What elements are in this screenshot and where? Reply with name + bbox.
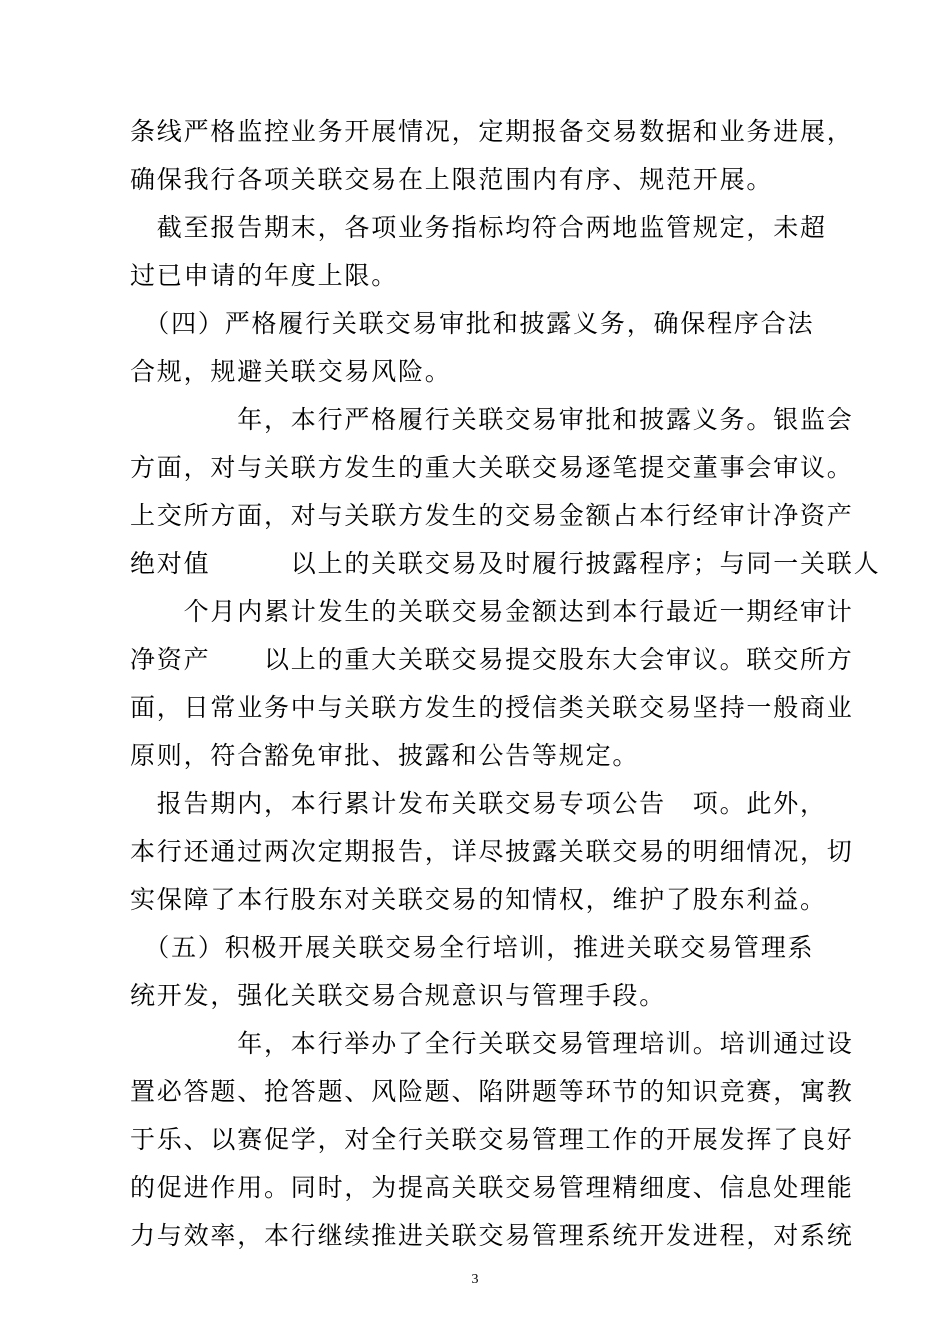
section-heading: 合规，规避关联交易风险。 [130,357,452,386]
section-heading: （五）积极开展关联交易全行培训，推进关联交易管理系 [130,933,815,962]
text-line: 本行还通过两次定期报告，详尽披露关联交易的明细情况，切 [130,837,854,866]
text-line: 于乐、以赛促学，对全行关联交易管理工作的开展发挥了良好 [130,1125,854,1154]
text-line: 原则，符合豁免审批、披露和公告等规定。 [130,741,640,770]
section-heading: （四）严格履行关联交易审批和披露义务，确保程序合法 [130,309,815,338]
text-line: 报告期内，本行累计发布关联交易专项公告 项。此外， [130,789,827,818]
text-line: 截至报告期末，各项业务指标均符合两地监管规定，未超 [130,213,827,242]
text-line: 置必答题、抢答题、风险题、陷阱题等环节的知识竞赛，寓教 [130,1077,854,1106]
text-line: 净资产 以上的重大关联交易提交股东大会审议。联交所方 [130,645,854,674]
text-line: 的促进作用。同时，为提高关联交易管理精细度、信息处理能 [130,1173,854,1202]
page-number: 3 [471,1272,479,1287]
section-heading: 统开发，强化关联交易合规意识与管理手段。 [130,981,667,1010]
text-line: 个月内累计发生的关联交易金额达到本行最近一期经审计 [130,597,854,626]
text-line: 力与效率，本行继续推进关联交易管理系统开发进程，对系统 [130,1221,854,1250]
text-line: 方面，对与关联方发生的重大关联交易逐笔提交董事会审议。 [130,453,854,482]
text-line: 面，日常业务中与关联方发生的授信类关联交易坚持一般商业 [130,693,854,722]
text-line: 过已申请的年度上限。 [130,261,399,290]
text-line: 上交所方面，对与关联方发生的交易金额占本行经审计净资产 [130,501,854,530]
text-line: 年，本行举办了全行关联交易管理培训。培训通过设 [130,1029,854,1058]
text-line: 确保我行各项关联交易在上限范围内有序、规范开展。 [130,165,774,194]
text-line: 年，本行严格履行关联交易审批和披露义务。银监会 [130,405,854,434]
text-line: 绝对值 以上的关联交易及时履行披露程序；与同一关联人 [130,549,881,578]
text-line: 实保障了本行股东对关联交易的知情权，维护了股东利益。 [130,885,827,914]
text-line: 条线严格监控业务开展情况，定期报备交易数据和业务进展， [130,117,854,146]
